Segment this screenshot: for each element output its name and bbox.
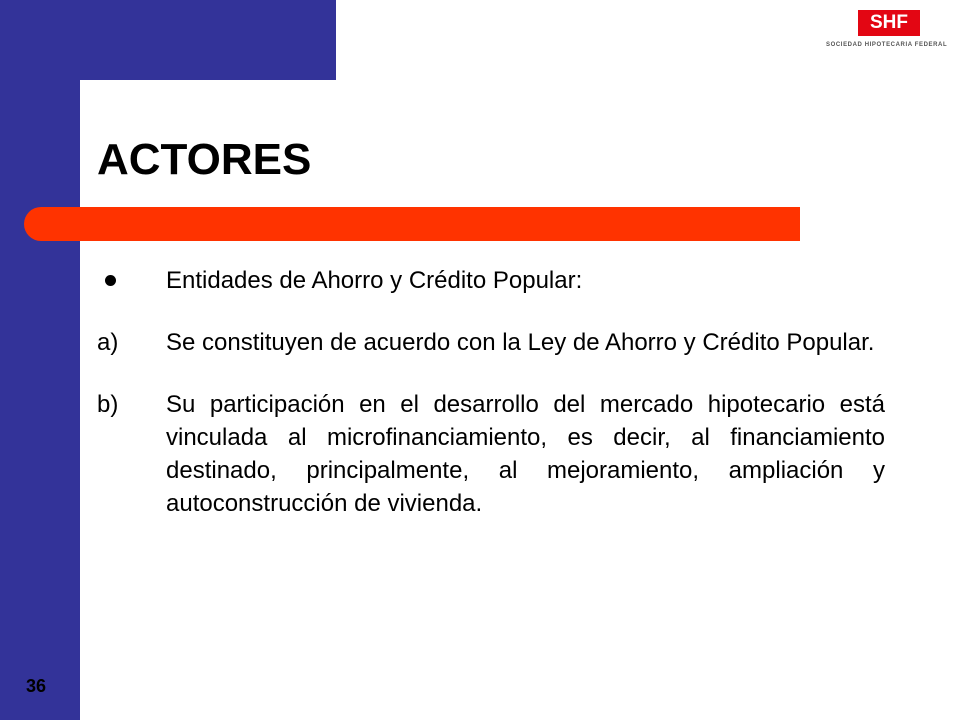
bullet-text: Entidades de Ahorro y Crédito Popular: <box>166 267 583 294</box>
list-marker-b: b) <box>97 391 119 418</box>
title-underline-bar <box>24 207 800 241</box>
list-text-a: Se constituyen de acuerdo con la Ley de Ahorro y Crédito Popular. <box>166 329 875 356</box>
shf-logo <box>826 10 950 54</box>
shf-logo-caption: SOCIEDAD HIPOTECARIA FEDERAL <box>826 42 948 48</box>
list-text-b: Su participación en el desarrollo del mercado hipotecario está vinculada al microfinanciamiento, es decir, al financiamiento destinado, principalmente, al mejoramiento, ampliación y autoconstrucción de vivienda. <box>166 391 885 517</box>
slide-title: ACTORES <box>97 135 312 184</box>
list-marker-a: a) <box>97 329 119 356</box>
top-frame-band <box>0 0 336 80</box>
page-number: 36 <box>26 676 47 696</box>
slide-body <box>97 264 885 520</box>
bullet-item <box>97 264 885 297</box>
bullet-dot-icon <box>105 275 116 286</box>
list-item-b <box>97 388 885 520</box>
list-item-a <box>97 326 885 359</box>
shf-logo-mark: SHF <box>858 10 920 36</box>
left-frame-band <box>0 0 80 720</box>
